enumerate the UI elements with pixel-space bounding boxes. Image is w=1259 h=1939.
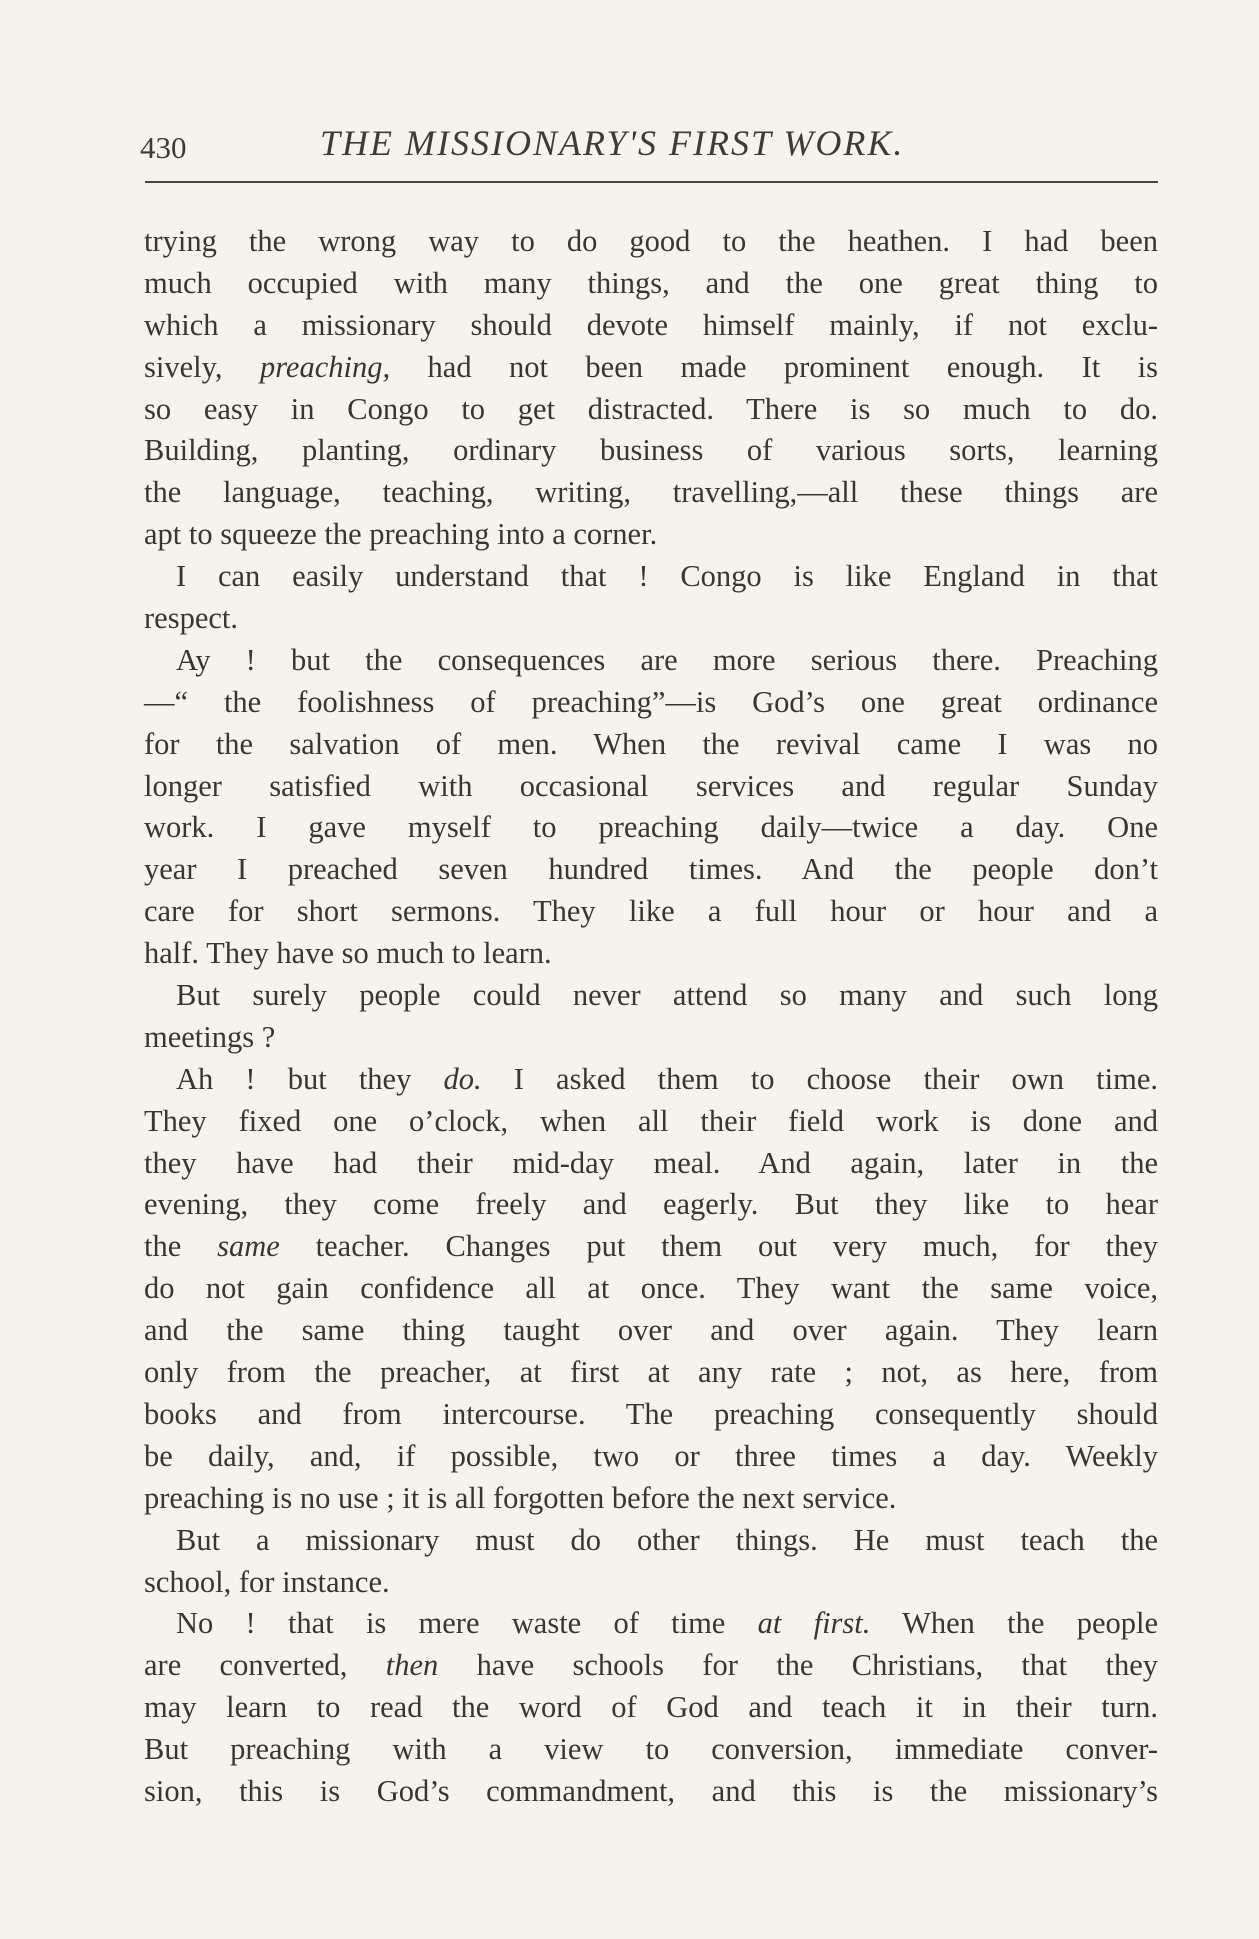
- page-number: 430: [140, 130, 187, 165]
- text-run: had not been made prominent enough. It is: [390, 349, 1158, 384]
- text-line: be daily, and, if possible, two or three times a day. Weekly: [144, 1438, 1158, 1473]
- text-run: have schools for the Christians, that they: [438, 1648, 1158, 1683]
- text-line: trying the wrong way to do good to the heathen. I had been: [144, 224, 1158, 258]
- body-text: [144, 221, 1158, 1813]
- text-line: evening, they come freely and eagerly. But they like to hear: [144, 1187, 1158, 1222]
- italic-run: same: [217, 1229, 280, 1264]
- text-line: do not gain confidence all at once. They want the same voice,: [144, 1271, 1158, 1306]
- text-line: [144, 347, 1158, 389]
- text-line: [144, 1645, 1158, 1687]
- text-line: year I preached seven hundred times. And the people don’t: [144, 852, 1158, 887]
- text-line: [144, 1226, 1158, 1268]
- text-line: they have had their mid-day meal. And again, later in the: [144, 1145, 1158, 1180]
- italic-run: then: [385, 1648, 439, 1683]
- text-line: care for short sermons. They like a full hour or hour and a: [144, 894, 1158, 929]
- text-run: teacher. Changes put them out very much, for they: [279, 1229, 1158, 1264]
- text-run: sively,: [144, 349, 260, 384]
- text-line: for the salvation of men. When the revival came I was no: [144, 726, 1158, 761]
- text-line: But a missionary must do other things. He must teach the: [176, 1522, 1158, 1557]
- text-line: Building, planting, ordinary business of various sorts, learning: [144, 433, 1158, 468]
- text-line: apt to squeeze the preaching into a corner.: [144, 517, 658, 552]
- text-line: Ay ! but the consequences are more serious there. Preaching: [176, 642, 1158, 677]
- text-line: much occupied with many things, and the one great thing to: [144, 265, 1158, 300]
- text-run: When the people: [870, 1606, 1159, 1641]
- italic-run: at first.: [757, 1606, 871, 1641]
- text-run: Ah ! but they: [176, 1061, 444, 1096]
- text-line: meetings ?: [144, 1019, 276, 1054]
- text-line: which a missionary should devote himself mainly, if not exclu-: [144, 307, 1158, 342]
- text-line: work. I gave myself to preaching daily—twice a day. One: [144, 810, 1158, 845]
- running-header: [140, 122, 1160, 172]
- text-line: [144, 1603, 1158, 1645]
- text-run: No ! that is mere waste of time: [176, 1606, 758, 1641]
- text-line: They fixed one o’clock, when all their field work is done and: [144, 1103, 1158, 1138]
- text-line: preaching is no use ; it is all forgotten before the next service.: [144, 1480, 897, 1515]
- text-line: only from the preacher, at first at any rate ; not, as here, from: [144, 1355, 1158, 1390]
- text-line: books and from intercourse. The preaching consequently should: [144, 1396, 1158, 1431]
- text-run: I asked them to choose their own time.: [481, 1061, 1158, 1096]
- text-line: But surely people could never attend so many and such long: [176, 978, 1158, 1013]
- text-line: respect.: [144, 601, 238, 636]
- italic-run: preaching,: [259, 349, 391, 384]
- text-line: —“ the foolishness of preaching”—is God’s one great ordinance: [144, 684, 1158, 719]
- header-rule: [145, 181, 1158, 183]
- text-line: half. They have so much to learn.: [144, 936, 552, 971]
- text-line: and the same thing taught over and over again. They learn: [144, 1313, 1158, 1348]
- text-run: are converted,: [144, 1648, 386, 1683]
- text-line: the language, teaching, writing, travelling,—all these things are: [144, 475, 1158, 510]
- text-line: school, for instance.: [144, 1564, 390, 1599]
- running-title: THE MISSIONARY'S FIRST WORK.: [320, 123, 905, 163]
- text-line: [144, 1059, 1158, 1101]
- text-line: so easy in Congo to get distracted. There is so much to do.: [144, 391, 1158, 426]
- text-line: longer satisfied with occasional services and regular Sunday: [144, 768, 1158, 803]
- text-line: sion, this is God’s commandment, and this is the missionary’s: [144, 1773, 1158, 1808]
- italic-run: do.: [443, 1061, 482, 1096]
- text-line: But preaching with a view to conversion, immediate conver-: [144, 1732, 1158, 1767]
- text-line: I can easily understand that ! Congo is like England in that: [176, 559, 1158, 594]
- text-line: may learn to read the word of God and teach it in their turn.: [144, 1690, 1158, 1725]
- text-run: the: [144, 1229, 218, 1264]
